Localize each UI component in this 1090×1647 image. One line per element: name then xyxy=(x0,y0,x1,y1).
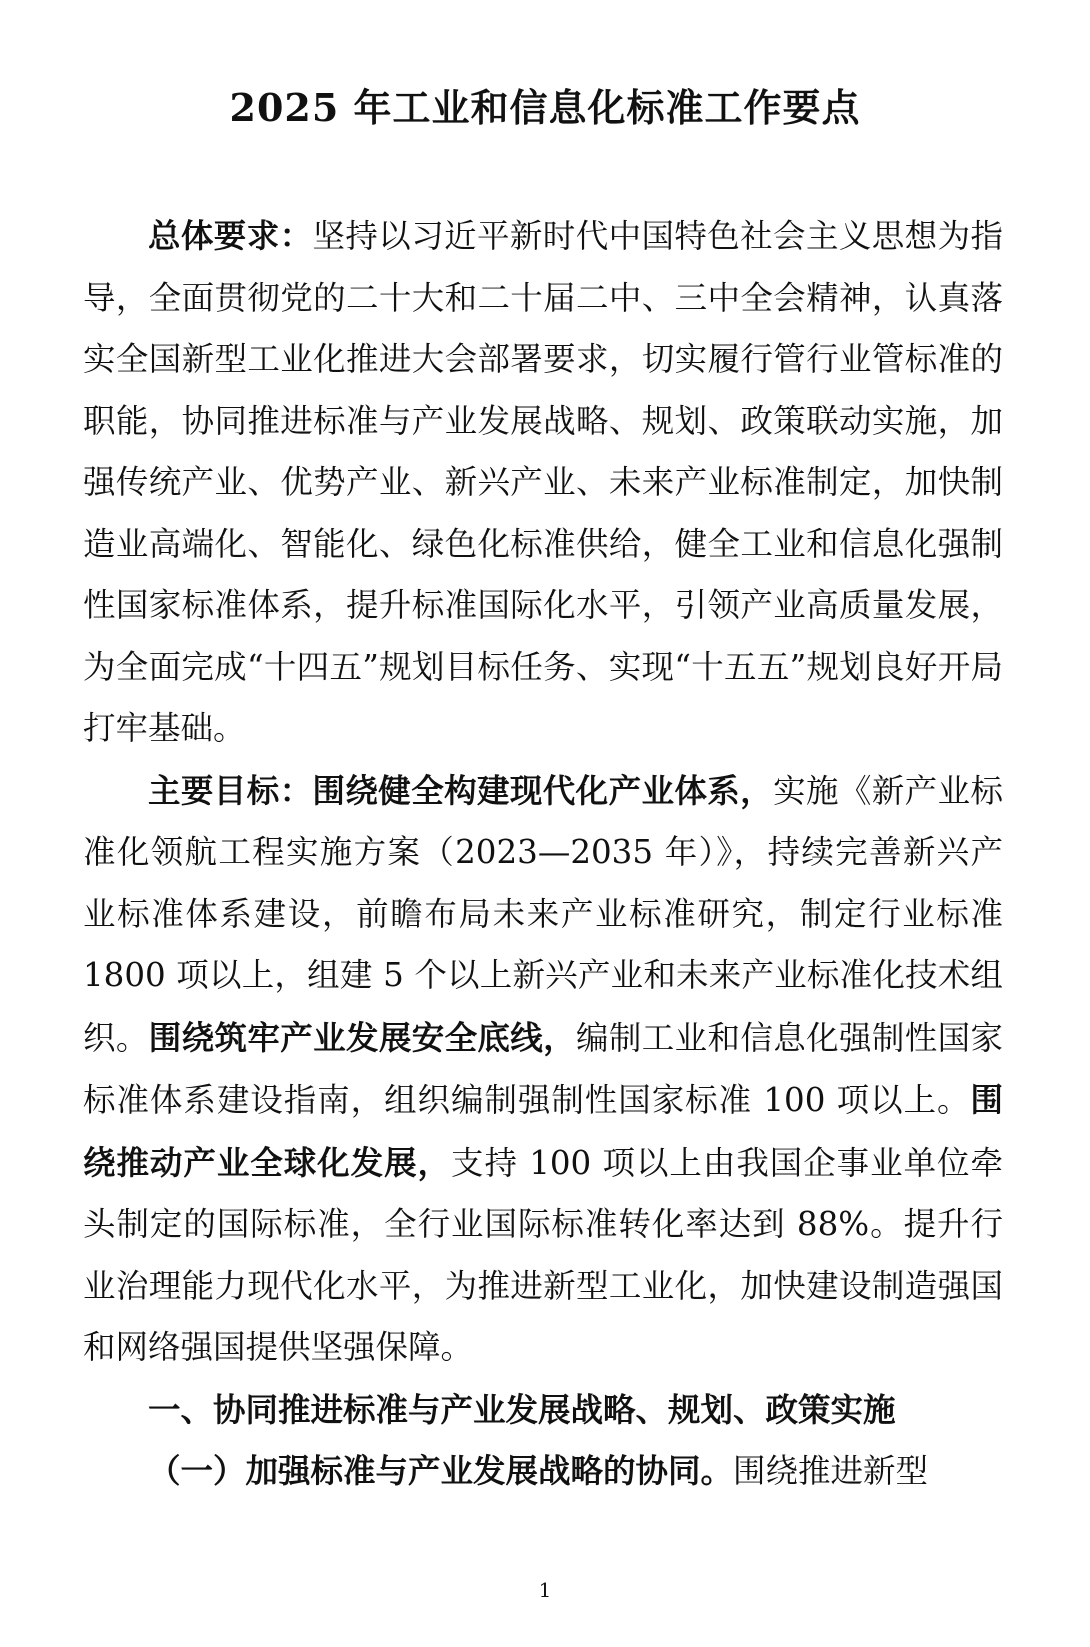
general-requirements-label: 总体要求： xyxy=(148,216,313,255)
general-requirements-paragraph xyxy=(83,205,1003,760)
main-goals-emphasis-3: 围绕推动产业全球化发展， xyxy=(83,1080,1003,1182)
main-goals-text-2: 编制工业和信息化强制性国家标准体系建设指南，组织编制强制性国家标准 100 项以上。 xyxy=(83,1018,1003,1119)
main-goals-emphasis-1: 围绕健全构建现代化产业体系， xyxy=(312,770,774,810)
section-1-subsection-1-label: （一）加强标准与产业发展战略的协同。 xyxy=(148,1451,734,1490)
section-1-heading: 一、协同推进标准与产业发展战略、规划、政策实施 xyxy=(148,1389,896,1429)
main-goals-emphasis-2: 围绕筑牢产业发展安全底线， xyxy=(148,1017,577,1057)
section-1-subsection-1 xyxy=(83,1440,1003,1503)
general-requirements-text: 坚持以习近平新时代中国特色社会主义思想为指导，全面贯彻党的二十大和二十届二中、三中全会精神，认真落实全国新型工业化推进大会部署要求，切实履行管行业管标准的职能，协同推进标准与产业发展战略、规划、政策联动实施，加强传统产业、优势产业、新兴产业、未来产业标准制定，加快制造业高端化、智能化、绿色化标准供给，健全工业和信息化强制性国家标准体系，提升标准国际化水平，引领产业高质量发展，为全面完成“十四五”规划目标任务、实现“十五五”规划良好开局打牢基础。 xyxy=(83,217,1003,747)
page-number: 1 xyxy=(538,1578,552,1602)
document-title: 2025 年工业和信息化标准工作要点 xyxy=(229,85,861,130)
main-goals-text-3: 支持 100 项以上由我国企事业单位牵头制定的国际标准，全行业国际标准转化率达到 88%。提升行业治理能力现代化水平，为推进新型工业化，加快建设制造强国和网络强国提供坚强保障。 xyxy=(83,1143,1003,1366)
main-goals-label: 主要目标： xyxy=(148,770,313,810)
main-goals-text-1: 实施《新产业标准化领航工程实施方案（2023—2035 年）》，持续完善新兴产业标准体系建设，前瞻布局未来产业标准研究，制定行业标准 1800 项以上，组建 5 个以上新兴产业和未来产业标准化技术组织。 xyxy=(83,771,1003,1057)
main-goals-paragraph xyxy=(83,760,1003,1379)
document-body xyxy=(83,205,1003,1503)
section-1-subsection-1-text: 围绕推进新型 xyxy=(733,1452,929,1490)
